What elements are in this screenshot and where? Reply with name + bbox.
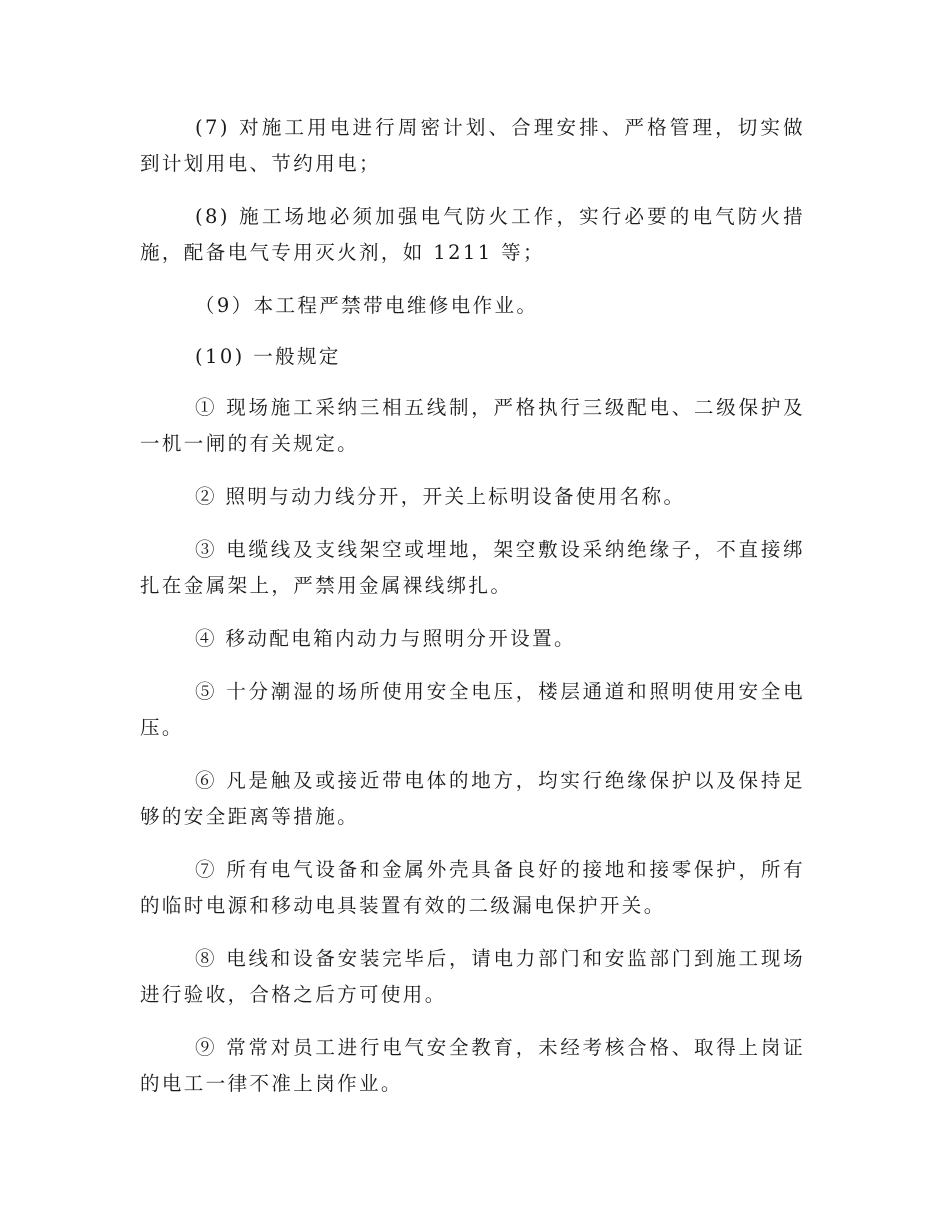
rule-item-5: ⑤ 十分潮湿的场所使用安全电压，楼层通道和照明使用安全电压。 (140, 680, 805, 739)
paragraph-9: （9）本工程严禁带电维修电作业。 (195, 294, 539, 317)
paragraph-8: (8) 施工场地必须加强电气防火工作，实行必要的电气防火措施，配备电气专用灭火剂，如 1211 等； (140, 205, 805, 264)
document-body (140, 110, 805, 1119)
rule-item-6: ⑥ 凡是触及或接近带电体的地方，均实行绝缘保护以及保持足够的安全距离等措施。 (140, 769, 805, 828)
rule-item-3: ③ 电缆线及支线架空或埋地，架空敷设采纳绝缘子，不直接绑扎在金属架上，严禁用金属裸线绑扎。 (140, 538, 805, 597)
rule-item-7: ⑦ 所有电气设备和金属外壳具备良好的接地和接零保护，所有的临时电源和移动电具装置有效的二级漏电保护开关。 (140, 858, 805, 917)
rule-item-8: ⑧ 电线和设备安装完毕后，请电力部门和安监部门到施工现场进行验收，合格之后方可使用。 (140, 947, 805, 1006)
rule-item-9: ⑨ 常常对员工进行电气安全教育，未经考核合格、取得上岗证的电工一律不准上岗作业。 (140, 1036, 805, 1095)
paragraph-7: (7) 对施工用电进行周密计划、合理安排、严格管理，切实做到计划用电、节约用电； (140, 116, 805, 175)
rule-item-2: ② 照明与动力线分开，开关上标明设备使用名称。 (195, 485, 686, 508)
rule-item-4: ④ 移动配电箱内动力与照明分开设置。 (195, 627, 576, 650)
rule-item-1: ① 现场施工采纳三相五线制，严格执行三级配电、二级保护及一机一闸的有关规定。 (140, 396, 805, 455)
paragraph-10-heading: (10) 一般规定 (195, 345, 341, 368)
